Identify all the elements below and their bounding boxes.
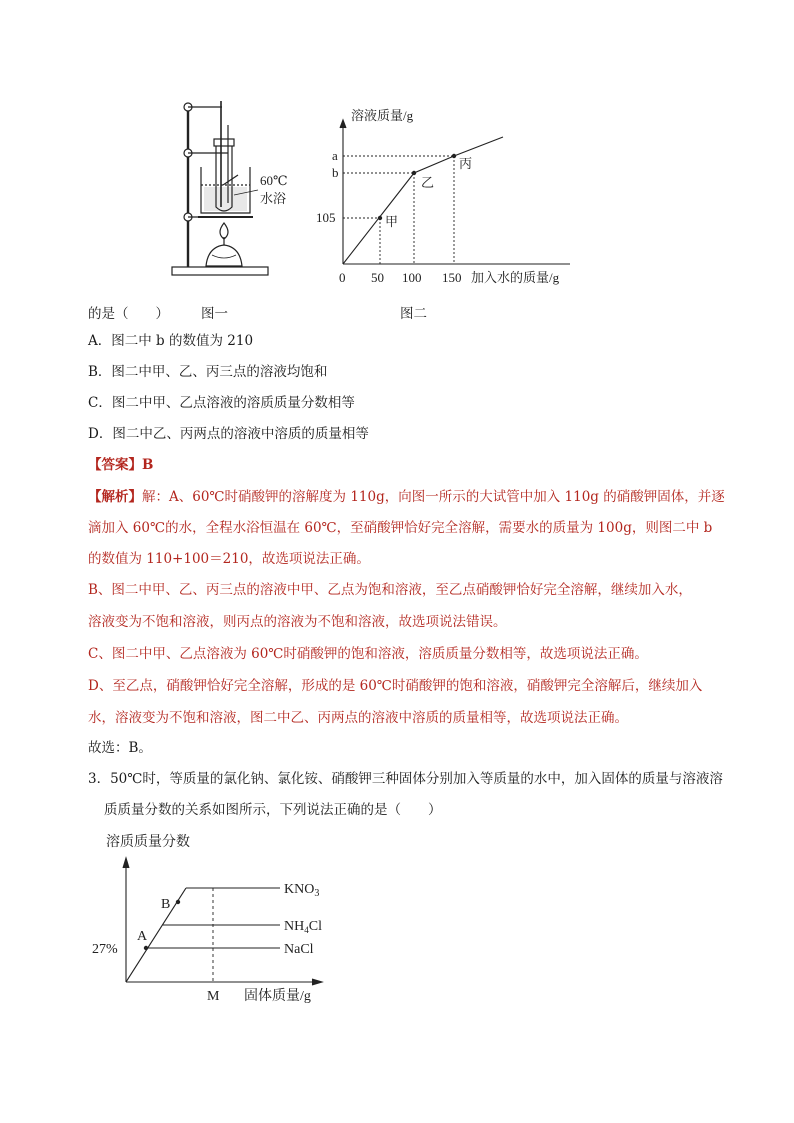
mass-fraction-chart [90, 828, 350, 1008]
temp-label: 60℃ [260, 173, 288, 188]
x-tick-100: 100 [402, 270, 422, 285]
point-jia [378, 216, 382, 220]
series-label-nacl: NaCl [284, 942, 314, 957]
point-label-bing: 丙 [459, 156, 473, 171]
analysis-line-3: 的数值为 110+100＝210，故选项说法正确。 [88, 551, 370, 567]
point-yi [412, 171, 416, 175]
y-tick-a: a [332, 148, 338, 163]
point-label-a: A [137, 929, 148, 944]
analysis-tag: 【解析】 [88, 489, 142, 505]
analysis-line-7: D、至乙点，硝酸钾恰好完全溶解，形成的是 60℃时硝酸钾的饱和溶液，硝酸钾完全溶解后，继续加入 [88, 678, 703, 694]
option-a: A．图二中 b 的数值为 210 [88, 333, 254, 349]
apparatus-figure [168, 95, 308, 280]
point-label-jia: 甲 [385, 214, 399, 229]
point-label-yi: 乙 [421, 175, 435, 190]
figure2-caption: 图二 [400, 306, 427, 322]
analysis-line-2: 滴加入 60℃的水，全程水浴恒温在 60℃，至硝酸钾恰好完全溶解，需要水的质量为 100g，则图二中 b [88, 520, 713, 536]
y-tick-b: b [332, 165, 339, 180]
figure1-caption: 图一 [201, 306, 228, 322]
answer-value: B [142, 457, 154, 473]
analysis-line-5: 溶液变为不饱和溶液，则丙点的溶液为不饱和溶液，故选项说法错误。 [88, 614, 507, 630]
point-bing [452, 154, 456, 158]
question-tail: 的是（ ） [88, 306, 169, 322]
y-tick-27: 27% [92, 942, 118, 957]
option-d: D．图二中乙、丙两点的溶液中溶质的质量相等 [88, 426, 369, 442]
analysis-line-8: 水，溶液变为不饱和溶液，图二中乙、丙两点的溶液中溶质的质量相等，故选项说法正确。 [88, 710, 628, 726]
alcohol-lamp [206, 245, 242, 266]
analysis-conclusion: 故选：B。 [88, 740, 152, 756]
y-axis-label: 溶液质量/g [351, 108, 414, 123]
solution-mass-chart [316, 100, 580, 292]
x-tick-150: 150 [442, 270, 462, 285]
answer-tag: 【答案】 [88, 457, 142, 473]
y-tick-105: 105 [316, 210, 336, 225]
series-label-nh4cl: $NH_4Cl$ [284, 919, 322, 935]
analysis-line-6: C、图二中甲、乙点溶液为 60℃时硝酸钾的饱和溶液，溶质质量分数相等，故选项说法正确。 [88, 646, 648, 662]
answer-line [88, 455, 153, 475]
point-b [176, 900, 180, 904]
series-label-kno3: $KNO_3$ [284, 882, 320, 899]
x-tick-0: 0 [339, 270, 346, 285]
x-tick-50: 50 [371, 270, 384, 285]
x-tick-m: M [207, 989, 220, 1004]
point-a [144, 946, 148, 950]
bath-label: 水浴 [260, 191, 287, 206]
point-label-b: B [161, 897, 171, 912]
x-axis-label: 加入水的质量/g [471, 270, 560, 285]
stand-base [172, 267, 268, 275]
option-c: C．图二中甲、乙点溶液的溶质质量分数相等 [88, 395, 355, 411]
flame [220, 223, 228, 239]
question3-line1: 3．50℃时，等质量的氯化钠、氯化铵、硝酸钾三种固体分别加入等质量的水中，加入固体的质量与溶液溶 [88, 771, 723, 787]
analysis-line-4: B、图二中甲、乙、丙三点的溶液中甲、乙点为饱和溶液，至乙点硝酸钾恰好完全溶解，继续加入水， [88, 582, 692, 598]
y-axis-label: 溶质质量分数 [106, 835, 190, 850]
option-b: B．图二中甲、乙、丙三点的溶液均饱和 [88, 364, 328, 380]
question3-line2: 质质量分数的关系如图所示，下列说法正确的是（ ） [104, 802, 442, 818]
analysis-line-1: 【解析】解：A、60℃时硝酸钾的溶解度为 110g，向图一所示的大试管中加入 110g 的硝酸钾固体，并逐 [88, 489, 725, 505]
x-axis-label: 固体质量/g [244, 989, 311, 1004]
